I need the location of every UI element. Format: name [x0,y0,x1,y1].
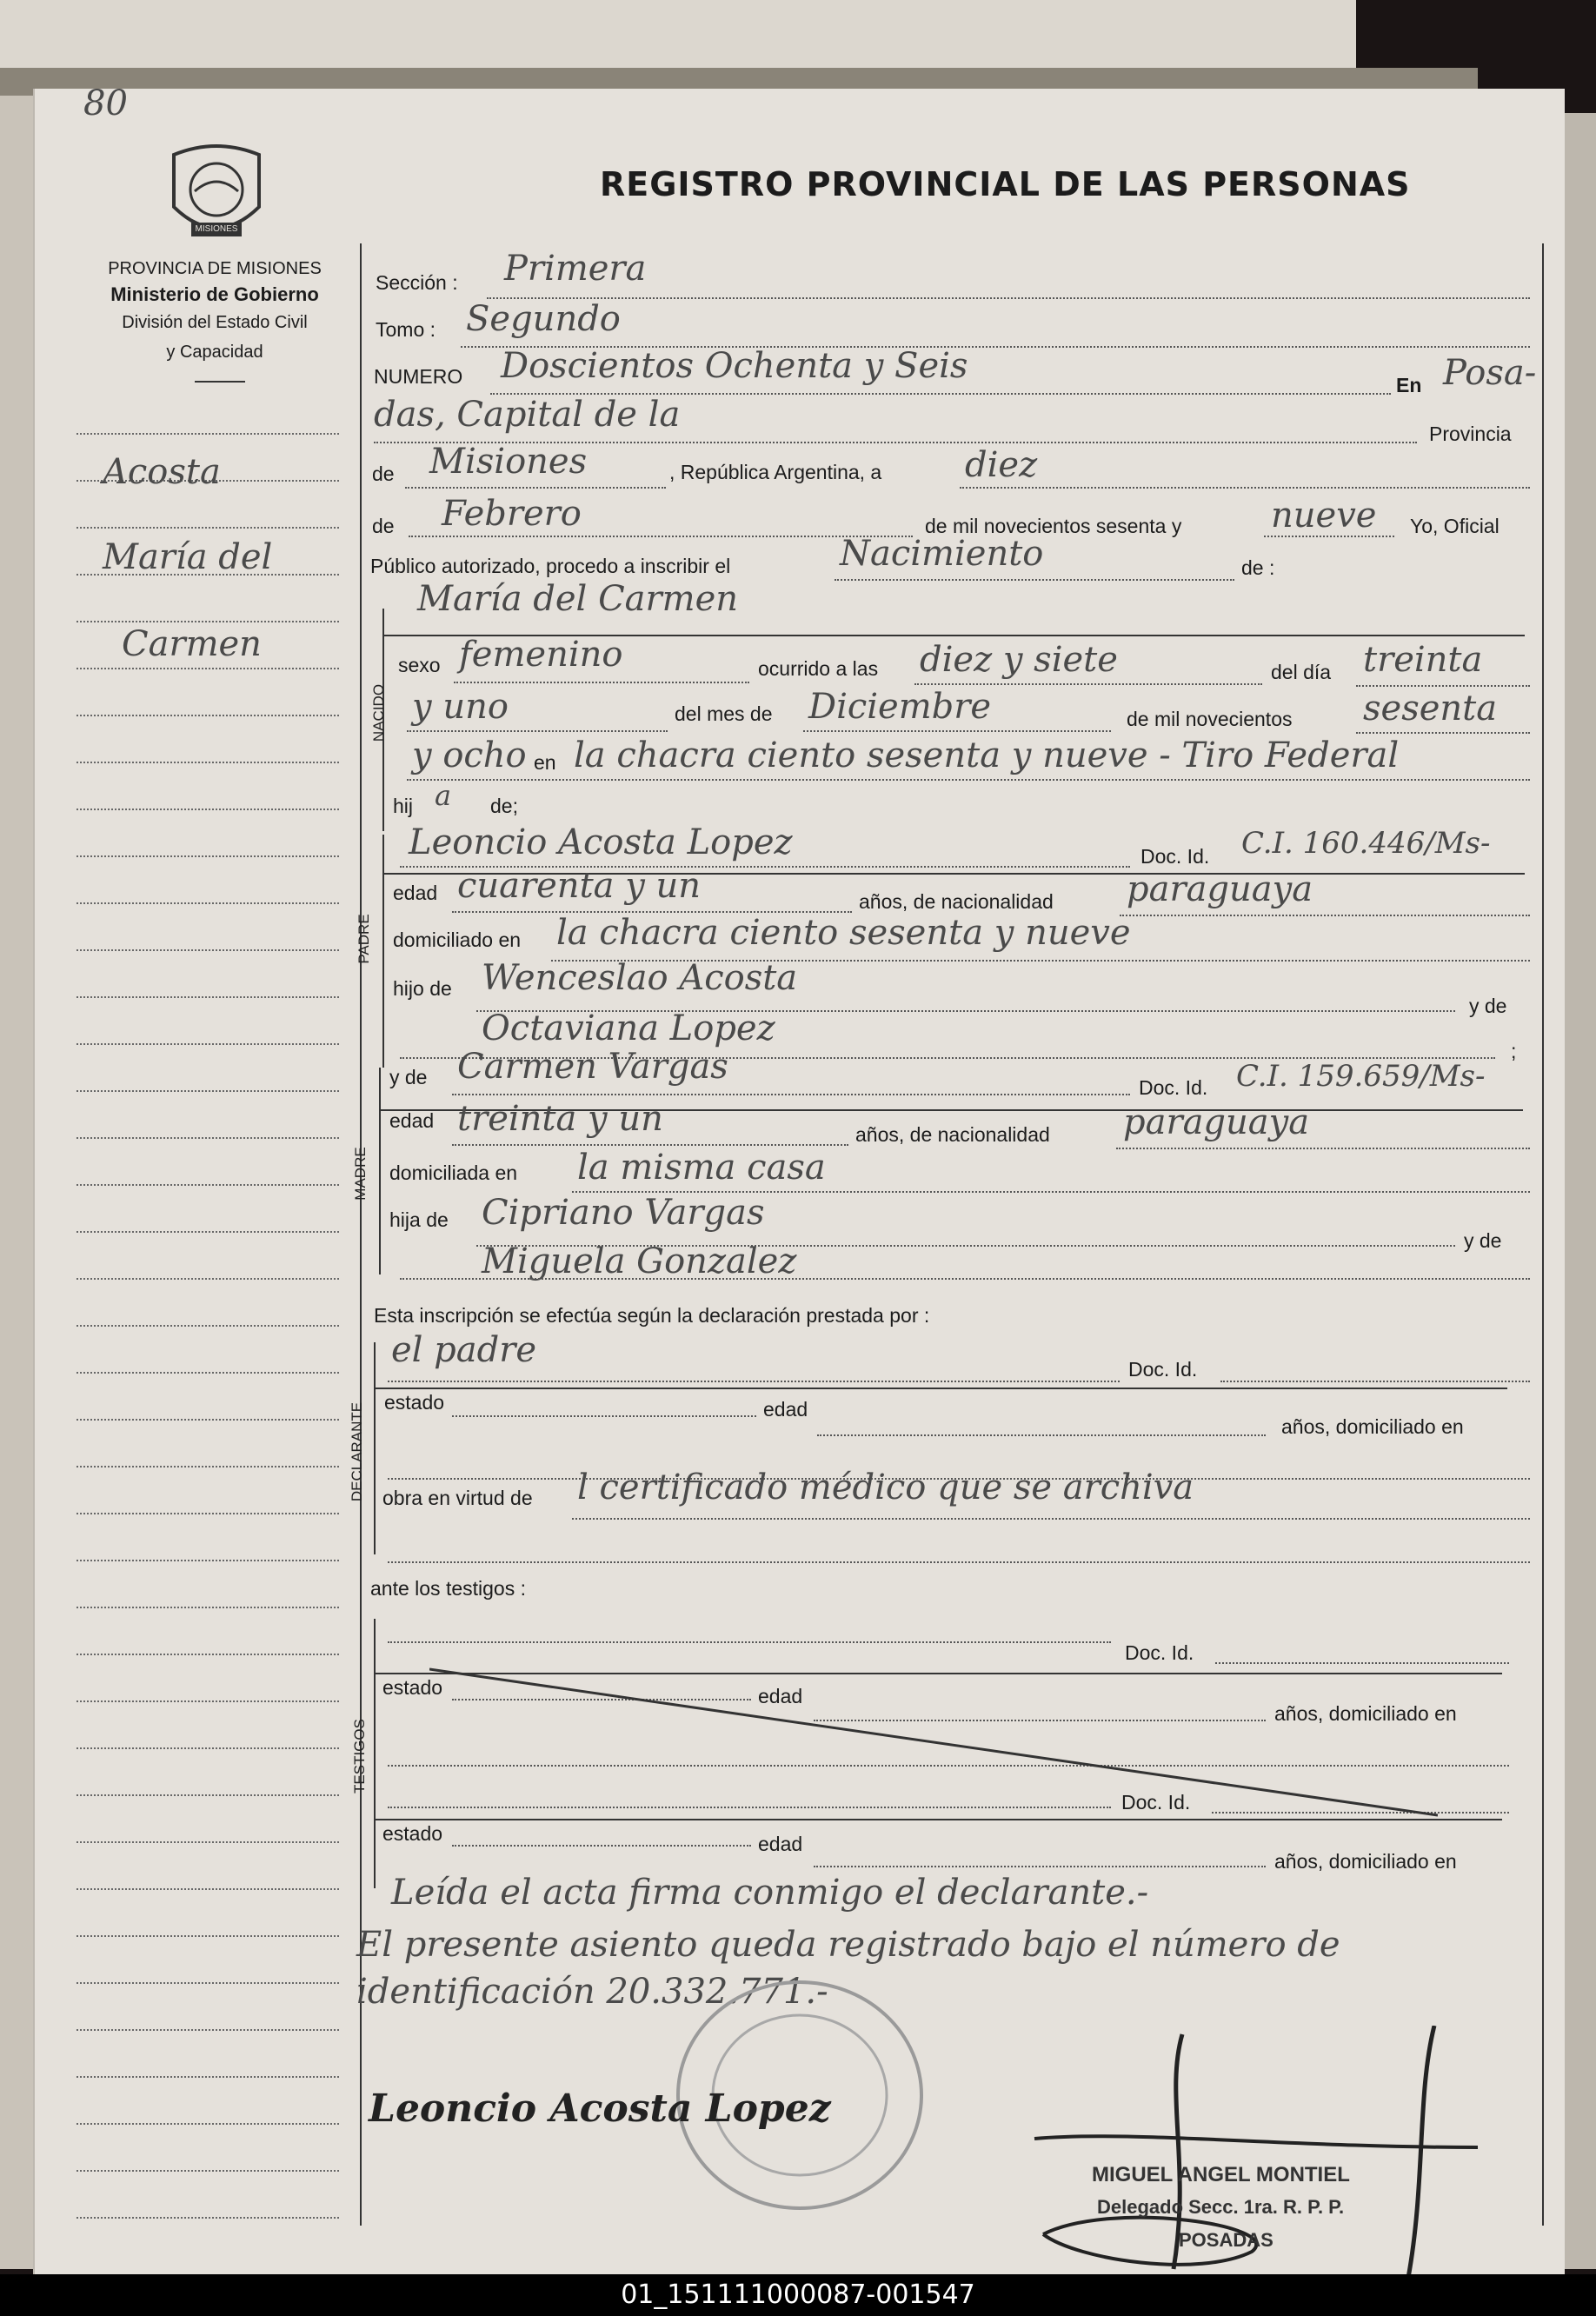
page-title: REGISTRO PROVINCIAL DE LAS PERSONAS [600,165,1411,203]
hij-de-label: de; [490,795,518,817]
margin-ruled-line [76,668,339,669]
madre-dom-value: la misma casa [577,1148,826,1188]
stamp-name: MIGUEL ANGEL MONTIEL [1092,2163,1350,2186]
inscripcion-label: Esta inscripción se efectúa según la declaración prestada por : [374,1304,930,1327]
sexo-value: femenino [459,635,623,675]
left-page-edge [0,96,35,2269]
testigo1-edad-label: edad [758,1685,803,1707]
hora-value: diez y siete [920,640,1118,680]
background-page [0,0,1356,70]
madre-nac-value: paraguaya [1123,1102,1310,1142]
testigo2-doc-label: Doc. Id. [1121,1791,1191,1814]
margin-ruled-line [76,1607,339,1608]
declarante-estado-label: estado [384,1391,445,1414]
numero-value: Doscientos Ochenta y Seis [501,346,968,386]
org-line-2: Ministerio de Gobierno [110,283,319,305]
margin-ruled-line [76,1231,339,1233]
seccion-line [487,297,1530,299]
testigo2-domicilio-label: años, domiciliado en [1274,1850,1457,1873]
hij-suffix-value: a [435,779,452,812]
testigo1-doc-label: Doc. Id. [1125,1641,1194,1664]
padre-dom-label: domiciliado en [393,928,522,951]
seccion-value: Primera [504,249,647,289]
nacido-section-label: NACIDO [370,683,387,742]
margin-ruled-line [76,2029,339,2031]
testigos-section-label: TESTIGOS [351,1719,368,1794]
sexo-line [454,682,749,683]
testigo1-estado-label: estado [382,1676,443,1699]
mes-nac-value: Diciembre [808,687,992,727]
padre-madre-value: Octaviana Lopez [482,1008,775,1048]
margin-ruled-line [76,1137,339,1139]
madre-nombre-line [452,1094,1130,1095]
de-label-2: de [372,515,395,537]
margin-ruled-line [76,433,339,435]
fecha-mes-line [409,536,913,537]
margin-ruled-line [76,1747,339,1749]
org-line-1: PROVINCIA DE MISIONES [108,259,322,278]
padre-doc-value: C.I. 160.446/Ms- [1241,826,1491,861]
anio-nac-value-2: y ocho [412,735,527,775]
declarante-estado-line [452,1415,756,1417]
obra-value: l certificado médico que se archiva [577,1467,1194,1507]
padre-padre-value: Wenceslao Acosta [482,958,798,998]
fecha-anio-value: nueve [1271,496,1377,536]
madre-doc-value: C.I. 159.659/Ms- [1236,1059,1486,1094]
provincial-seal [165,137,268,249]
declarante-line [388,1381,1120,1382]
fecha-mes-value: Febrero [442,494,582,534]
header-rule [195,381,245,383]
margin-ruled-line [76,1325,339,1327]
declarante-doc-label: Doc. Id. [1128,1358,1198,1381]
lugar-value-2: das, Capital de la [374,395,681,435]
margin-ruled-line [76,621,339,622]
tomo-value: Segundo [466,299,621,339]
lugar-nac-line [407,779,1530,781]
lugar-value-1: Posa- [1443,353,1537,393]
madre-dom-label: domiciliada en [389,1161,518,1184]
padre-y-de-label: y de [1469,995,1507,1017]
testigo2-estado-line [452,1845,751,1847]
publico-label: Público autorizado, procedo a inscribir el [370,555,731,577]
margin-ruled-line [76,1700,339,1702]
margin-ruled-line [76,2076,339,2078]
padre-hijo-label: hijo de [393,977,452,1000]
margin-ruled-line [76,1560,339,1561]
testigo1-line [388,1641,1111,1643]
margin-note-surname: Acosta [103,452,221,492]
obra-line [572,1518,1530,1520]
en-label: En [1396,374,1422,396]
declarante-signature: Leoncio Acosta Lopez [369,2086,831,2131]
fecha-dia-value: diez [965,445,1038,485]
margin-ruled-line [76,1841,339,1843]
testigos-strike-line [429,1667,1438,1817]
declarante-top-rule [374,1388,1507,1389]
madre-madre-line [400,1278,1530,1280]
fecha-anio-line [1264,536,1394,537]
anio-nac-line [1356,732,1530,734]
margin-ruled-line [76,1372,339,1374]
tipo-acta-line [835,579,1234,581]
testigo2-edad-label: edad [758,1833,803,1855]
en-lugar-label: en [534,751,556,774]
mes-nac-line [803,730,1111,732]
org-line-3: División del Estado Civil [122,313,308,332]
madre-edad-label: edad [389,1109,435,1132]
declarante-doc-line [1220,1381,1530,1382]
right-column-rule [1542,243,1544,2226]
nota-line-3: identificación 20.332.771.- [356,1972,828,2012]
declarante-value: el padre [391,1330,537,1370]
obra-label: obra en virtud de [382,1487,533,1509]
hora-line [914,683,1262,685]
padre-edad-value: cuarenta y un [457,866,702,906]
mil-sesenta-label: de mil novecientos sesenta y [925,515,1182,537]
yo-oficial-label: Yo, Oficial [1410,515,1500,537]
madre-hija-label: hija de [389,1208,449,1231]
tomo-label: Tomo : [376,318,436,341]
dia-nac-line-2 [407,730,668,732]
hij-label: hij [393,795,414,817]
madre-edad-value: treinta y un [457,1099,663,1139]
margin-ruled-line [76,1043,339,1045]
margin-ruled-line [76,1888,339,1890]
margin-ruled-line [76,1794,339,1796]
padre-nombre-value: Leoncio Acosta Lopez [409,822,793,862]
padre-semicolon: ; [1511,1040,1517,1062]
madre-edad-line [452,1144,848,1146]
declarante-side-rule [374,1342,376,1554]
de-label-1: de [372,463,395,485]
image-id-footer: 01_151111000087-001547 [0,2274,1596,2316]
fecha-dia-line [960,487,1530,489]
margin-ruled-line [76,1466,339,1467]
margin-ruled-line [76,809,339,810]
nombre-nacido-value: María del Carmen [417,579,739,619]
tipo-acta-value: Nacimiento [840,534,1044,574]
page-number: 80 [83,83,128,123]
dia-nac-value-2: y uno [412,687,509,727]
dia-nac-line [1356,685,1530,687]
seccion-label: Sección : [376,271,458,294]
testigos-side-rule [374,1619,376,1888]
de-colon-label: de : [1241,556,1275,579]
lugar-nac-value: la chacra ciento sesenta y nueve - Tiro Federal [574,735,1400,775]
margin-ruled-line [76,1090,339,1092]
dia-nac-value: treinta [1363,640,1483,680]
mil-novecientos-label: de mil novecientos [1127,708,1293,730]
madre-nac-line [1116,1148,1530,1149]
ante-testigos-label: ante los testigos : [370,1577,526,1600]
del-mes-label: del mes de [675,702,773,725]
margin-ruled-line [76,1935,339,1937]
nota-line-1: Leída el acta firma conmigo el declarante.- [391,1873,1149,1913]
ocurrido-label: ocurrido a las [758,657,879,680]
testigo1-domicilio-label: años, domiciliado en [1274,1702,1457,1725]
testigo2-estado-label: estado [382,1822,443,1845]
testigo1-doc-line [1215,1662,1509,1664]
margin-ruled-line [76,1654,339,1655]
anio-nac-value: sesenta [1363,689,1498,729]
padre-section-label: PADRE [356,914,372,964]
madre-y-de-label: y de [389,1066,428,1088]
padre-nac-label: años, de nacionalidad [859,890,1054,913]
del-dia-label: del día [1271,661,1332,683]
margin-ruled-line [76,527,339,529]
provincia-value: Misiones [429,442,588,482]
margin-ruled-line [76,996,339,998]
declarante-edad-line [817,1434,1266,1436]
margin-ruled-line [76,715,339,716]
testigo2-rule [374,1819,1502,1820]
madre-nac-label: años, de nacionalidad [855,1123,1050,1146]
padre-nac-line [1120,915,1530,916]
margin-ruled-line [76,1982,339,1984]
margin-ruled-line [76,2170,339,2172]
margin-ruled-line [76,1184,339,1186]
margin-ruled-line [76,902,339,904]
madre-section-label: MADRE [352,1147,369,1201]
republica-label: , República Argentina, a [669,461,882,483]
madre-doc-label: Doc. Id. [1139,1076,1208,1099]
declarante-section-label: DECLARANTE [349,1401,365,1502]
madre-padre-value: Cipriano Vargas [482,1193,765,1233]
seal-label: MISIONES [195,224,238,234]
obra-line-2 [388,1561,1530,1563]
margin-ruled-line [76,949,339,951]
madre-nombre-value: Carmen Vargas [457,1047,728,1087]
provincia-label: Provincia [1429,423,1512,445]
margin-ruled-line [76,2217,339,2219]
padre-nac-value: paraguaya [1127,869,1313,909]
margin-ruled-line [76,2123,339,2125]
madre-y-de-label-2: y de [1464,1229,1502,1252]
padre-side-rule [382,835,384,1068]
margin-ruled-line [76,1419,339,1421]
madre-side-rule [379,1068,381,1274]
margin-ruled-line [76,855,339,857]
margin-ruled-line [76,1278,339,1280]
madre-madre-value: Miguela Gonzalez [482,1241,797,1281]
declarante-domicilio-label: años, domiciliado en [1281,1415,1464,1438]
margin-note-given-1: María del [103,537,273,577]
padre-edad-label: edad [393,882,438,904]
margin-note-given-2: Carmen [122,624,262,664]
provincia-line [405,487,666,489]
testigo2-edad-line [814,1866,1266,1867]
sexo-label: sexo [398,654,441,676]
margin-ruled-line [76,1513,339,1514]
stamp-role: Delegado Secc. 1ra. R. P. P. [1097,2196,1345,2218]
margin-ruled-line [76,762,339,763]
numero-label: NUMERO [374,365,463,388]
org-line-4: y Capacidad [166,343,263,362]
padre-doc-label: Doc. Id. [1140,845,1210,868]
declarante-edad-label: edad [763,1398,808,1421]
nota-line-2: El presente asiento queda registrado bajo el número de [356,1925,1340,1965]
padre-dom-value: la chacra ciento sesenta y nueve [556,913,1131,953]
stamp-city: POSADAS [1179,2229,1273,2251]
